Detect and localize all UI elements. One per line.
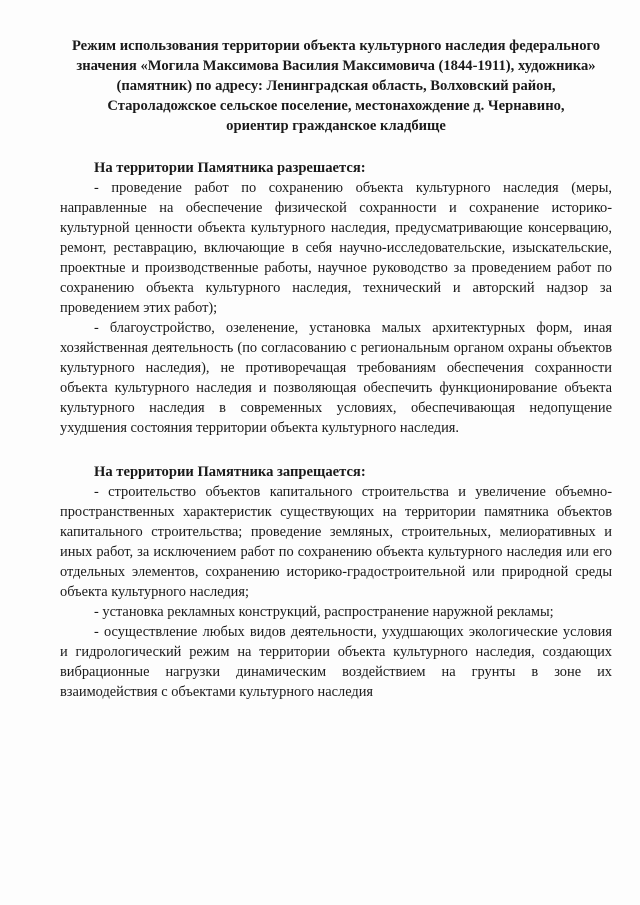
title-line: значения «Могила Максимова Василия Максимовича (1844-1911), художника»	[76, 58, 596, 74]
allowed-section	[60, 158, 612, 438]
document-body	[60, 36, 612, 702]
title-line: (памятник) по адресу: Ленинградская область, Волховский район,	[116, 78, 556, 94]
allowed-item: - благоустройство, озеленение, установка малых архитектурных форм, иная хозяйственная деятельность (по согласованию с региональным органом охраны объектов культурного наследия), не противоречащая требованиям обеспечения сохранности объекта культурного наследия и позволяющая обеспечить функционирование объекта культурного наследия в современных условиях, обеспечивающая недопущение ухудшения состояния территории объекта культурного наследия.	[60, 320, 612, 436]
forbidden-item: - строительство объектов капитального строительства и увеличение объемно-пространственных характеристик существующих на территории памятника объектов капитального строительства; проведение земляных, строительных, мелиоративных и иных работ, за исключением работ по сохранению объекта культурного наследия или его отдельных элементов, сохранению историко-градостроительной или природной среды объекта культурного наследия;	[60, 484, 612, 600]
allowed-heading: На территории Памятника разрешается:	[94, 160, 366, 176]
allowed-item: - проведение работ по сохранению объекта культурного наследия (меры, направленные на обеспечение физической сохранности и сохранение историко-культурной ценности объекта культурного наследия, предусматривающие консервацию, ремонт, реставрацию, включающие в себя научно-исследовательские, изыскательские, проектные и производственные работы, научное руководство за проведением работ по сохранению объекта культурного наследия, технический и авторский надзор за проведением этих работ);	[60, 180, 612, 316]
title-line: Староладожское сельское поселение, местонахождение д. Чернавино,	[107, 98, 565, 114]
title-line: Режим использования территории объекта культурного наследия федерального	[71, 38, 601, 54]
title-line: ориентир гражданское кладбище	[226, 118, 446, 134]
forbidden-heading: На территории Памятника запрещается:	[94, 464, 366, 480]
forbidden-item: - установка рекламных конструкций, распространение наружной рекламы;	[94, 604, 554, 620]
document-title	[60, 36, 612, 136]
forbidden-section	[60, 462, 612, 702]
forbidden-item: - осуществление любых видов деятельности, ухудшающих экологические условия и гидрологический режим на территории объекта культурного наследия, создающих вибрационные нагрузки динамическим воздействием на грунты в зоне их взаимодействия с объектами культурного наследия	[60, 624, 612, 700]
